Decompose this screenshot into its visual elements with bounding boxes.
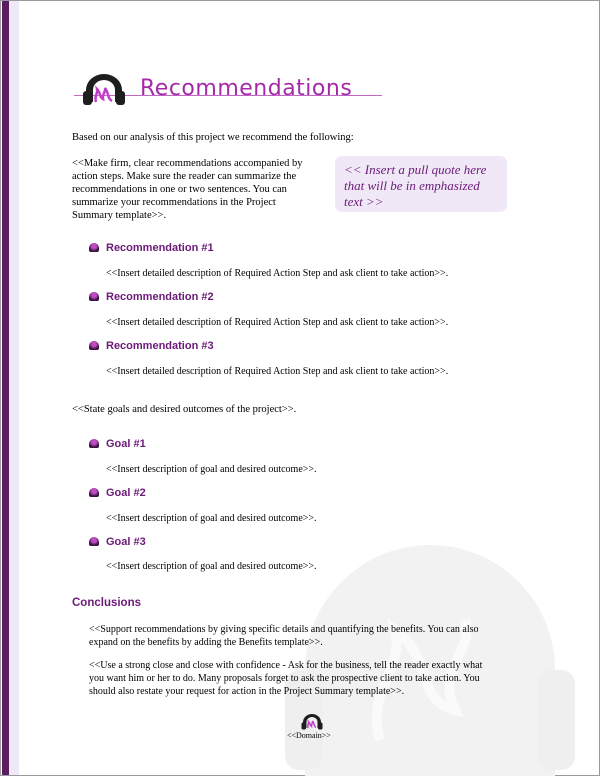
paragraph-line: <<Support recommendations by giving specific details and quantifying the benefits. You can also — [89, 624, 479, 635]
headphones-logo — [82, 72, 126, 106]
goal-description: <<Insert description of goal and desired outcome>>. — [106, 513, 317, 524]
bullet-icon — [89, 243, 99, 252]
conclusions-paragraph-2 — [89, 659, 482, 698]
recommendation-description: <<Insert detailed description of Required Action Step and ask client to take action>>. — [106, 317, 449, 328]
recommendation-description: <<Insert detailed description of Required Action Step and ask client to take action>>. — [106, 268, 449, 279]
bullet-icon — [89, 439, 99, 448]
bullet-icon — [89, 292, 99, 301]
instruction-line: recommendations in one or two sentences. You can — [72, 184, 287, 195]
footer-logo-icon — [301, 713, 323, 730]
conclusions-heading: Conclusions — [72, 597, 142, 609]
instruction-line: <<Make firm, clear recommendations accompanied by — [72, 158, 303, 169]
recommendation-instructions — [72, 157, 303, 222]
recommendation-title: Recommendation #3 — [106, 340, 214, 352]
goal-title: Goal #1 — [106, 438, 146, 450]
pull-quote-line: that will be in emphasized — [344, 178, 480, 193]
bullet-icon — [89, 488, 99, 497]
instruction-line: summarize your recommendations in the Project — [72, 197, 276, 208]
pull-quote-line: << Insert a pull quote here — [344, 162, 487, 177]
paragraph-line: should also restate your request for action in the Project Summary template>>. — [89, 686, 405, 697]
intro-text: Based on our analysis of this project we recommend the following: — [72, 132, 354, 143]
pull-quote — [335, 156, 507, 212]
bullet-icon — [89, 537, 99, 546]
footer-domain: <<Domain>> — [287, 731, 331, 740]
recommendation-description: <<Insert detailed description of Required Action Step and ask client to take action>>. — [106, 366, 449, 377]
recommendation-title: Recommendation #2 — [106, 291, 214, 303]
paragraph-line: expand on the benefits by adding the Benefits template>>. — [89, 637, 323, 648]
left-stripe-light — [9, 1, 19, 775]
left-stripe-dark — [2, 1, 9, 775]
goals-intro: <<State goals and desired outcomes of the project>>. — [72, 404, 297, 415]
conclusions-paragraph-1 — [89, 623, 479, 649]
goal-description: <<Insert description of goal and desired outcome>>. — [106, 464, 317, 475]
paragraph-line: <<Use a strong close and close with confidence - Ask for the business, tell the reader exactly what — [89, 660, 483, 671]
goal-description: <<Insert description of goal and desired outcome>>. — [106, 561, 317, 572]
goal-title: Goal #3 — [106, 536, 146, 548]
instruction-line: action steps. Make sure the reader can summarize the — [72, 171, 297, 182]
instruction-line: Summary template>>. — [72, 210, 167, 221]
recommendation-title: Recommendation #1 — [106, 242, 214, 254]
page-title: Recommendations — [140, 76, 353, 101]
bullet-icon — [89, 341, 99, 350]
goal-title: Goal #2 — [106, 487, 146, 499]
pull-quote-line: text >> — [344, 194, 384, 209]
paragraph-line: you want him or her to do. Many proposals forget to ask the prospective client to take action. You — [89, 673, 480, 684]
